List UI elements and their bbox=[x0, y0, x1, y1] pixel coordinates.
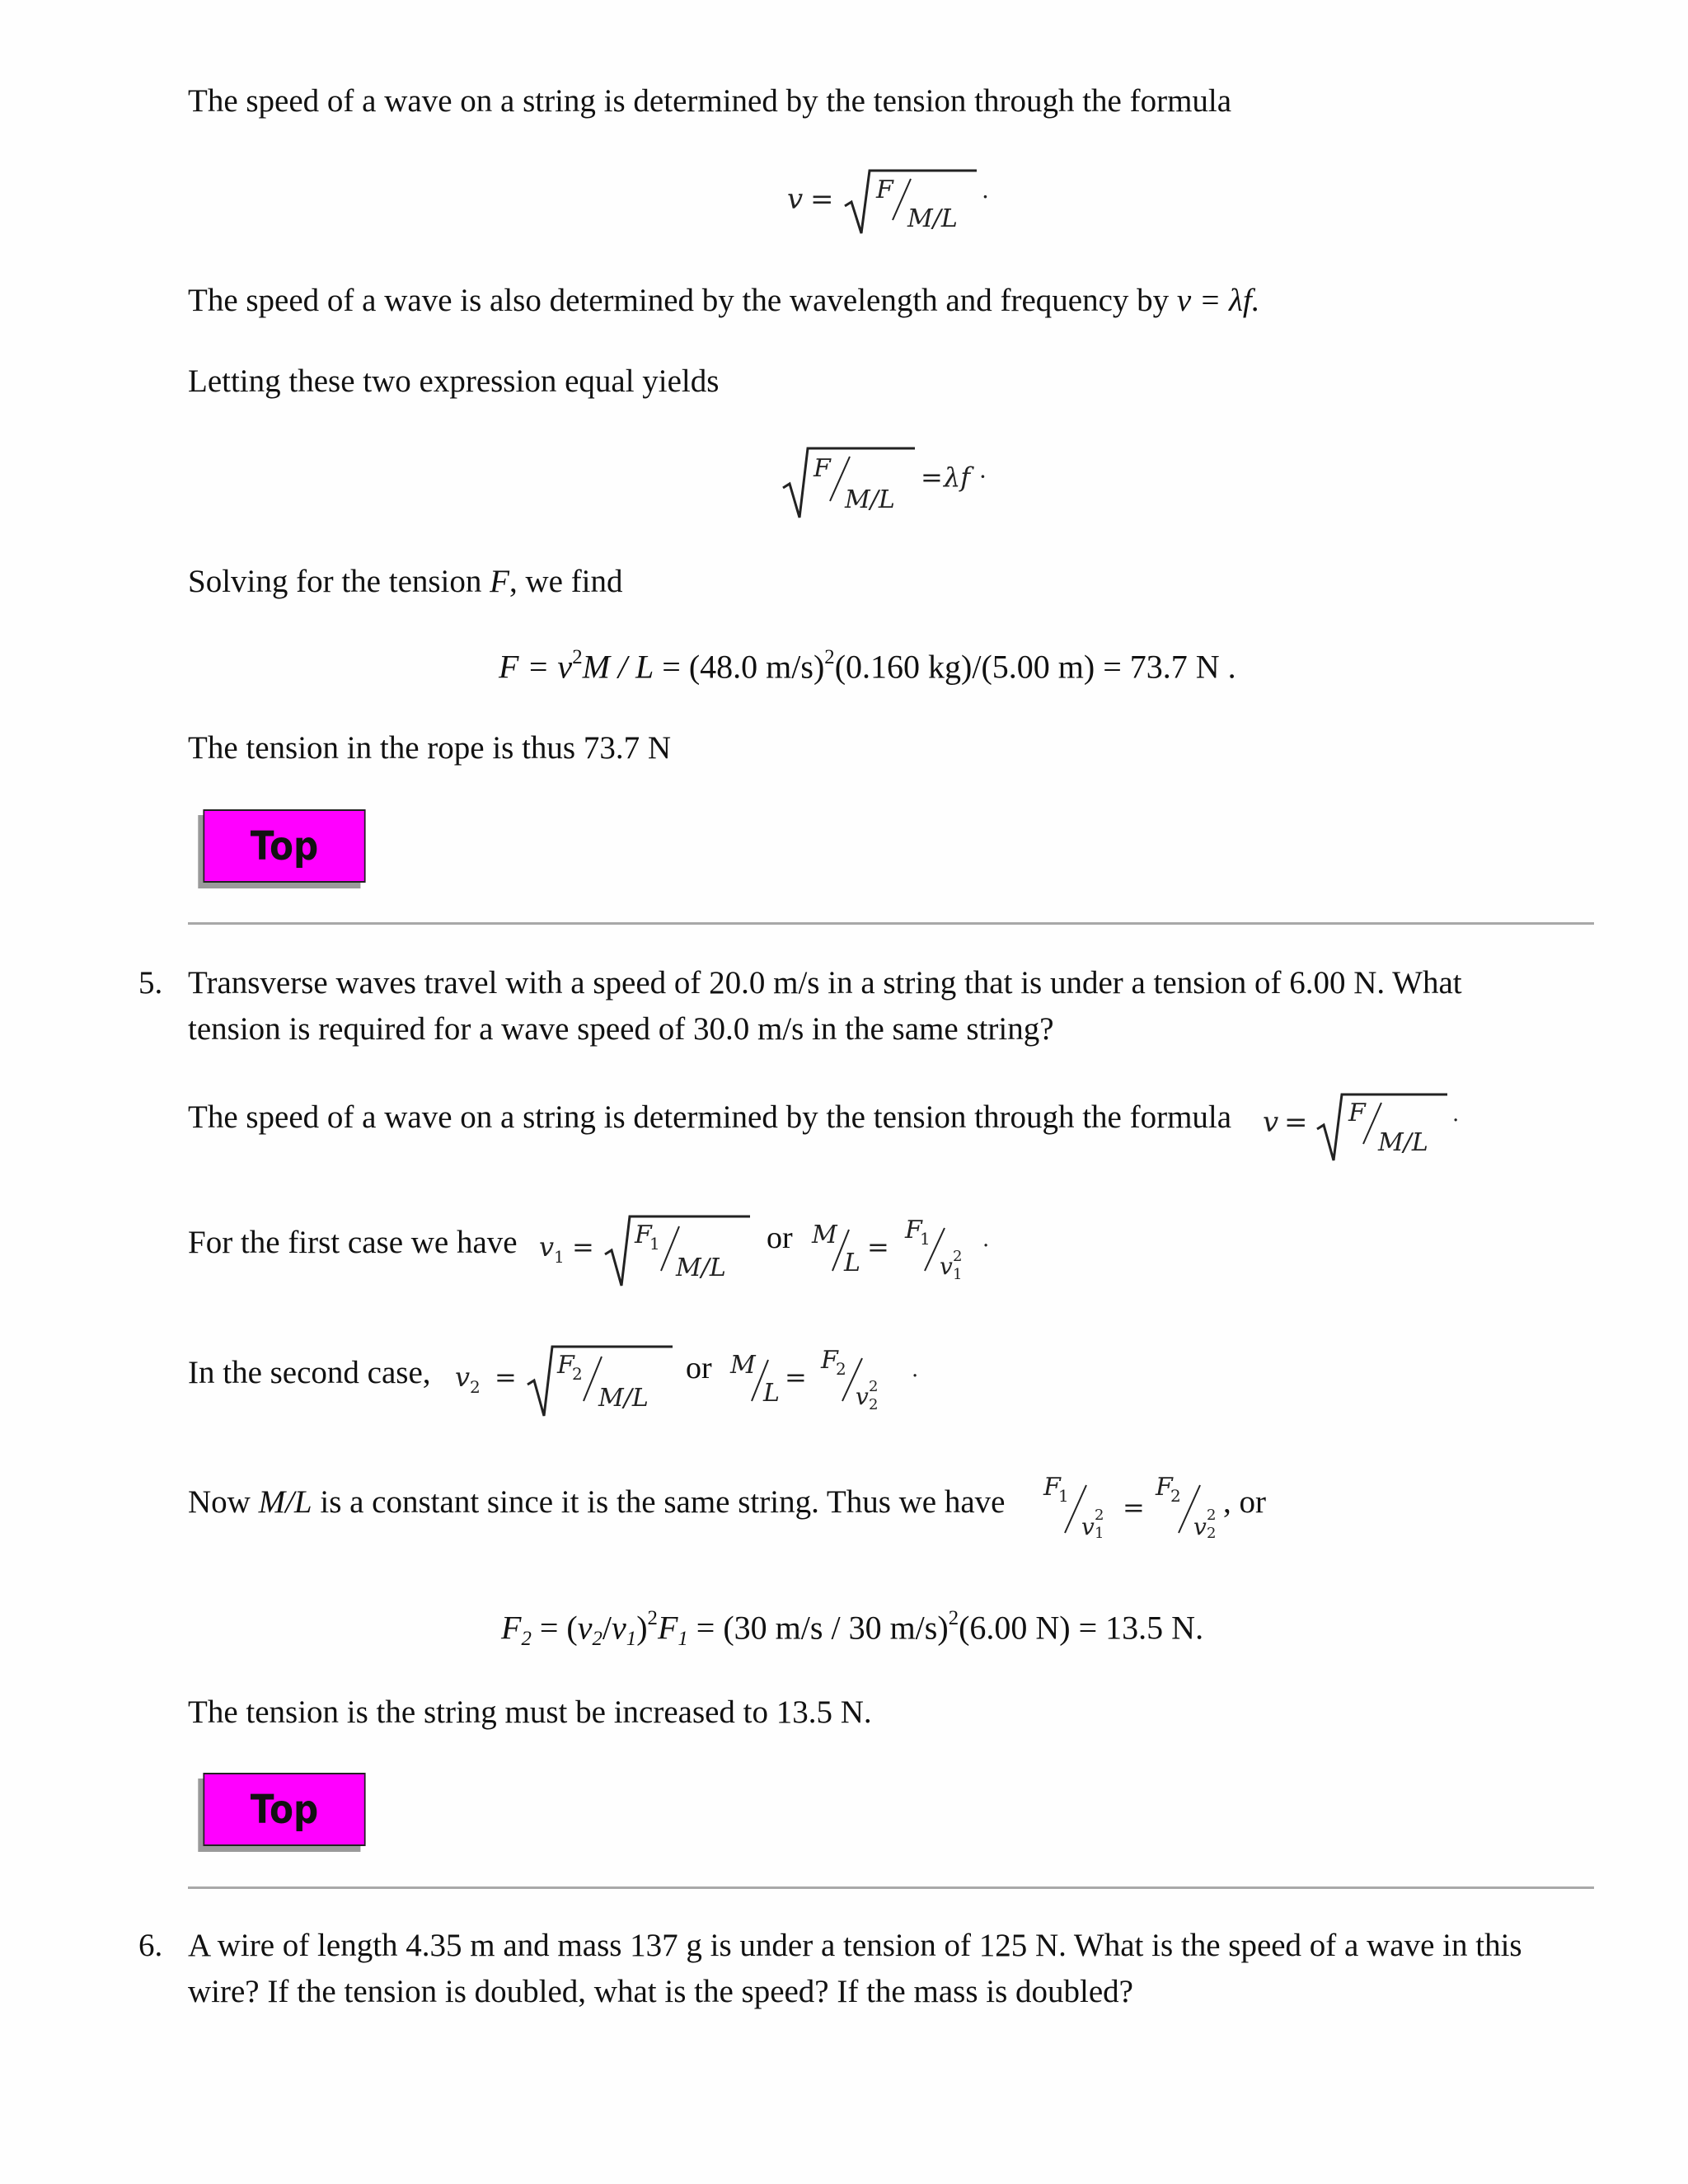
svg-text:M/L: M/L bbox=[845, 485, 895, 514]
svg-text:F: F bbox=[1156, 1473, 1173, 1502]
svg-text:·: · bbox=[982, 1234, 990, 1258]
svg-text:F: F bbox=[1348, 1099, 1366, 1127]
divider bbox=[188, 922, 1594, 925]
svg-text:=: = bbox=[572, 1231, 594, 1263]
svg-text:λf: λf bbox=[944, 462, 971, 493]
equation-f2-result: $F_2 = (v_2/v_1)^2F_1 = (30$ m/s / 30 m/s)$^2$(6.00 N) = 13.5 N. bbox=[501, 1607, 1204, 1650]
divider bbox=[188, 1886, 1594, 1889]
svg-text:v: v bbox=[1081, 1513, 1095, 1540]
equation-part: F = v bbox=[499, 648, 573, 686]
svg-text:·: · bbox=[912, 1364, 919, 1389]
svg-text:2: 2 bbox=[869, 1396, 879, 1413]
svg-text:=: = bbox=[810, 183, 834, 216]
paragraph-second-case: In the second case, bbox=[188, 1355, 431, 1390]
equation-part: (0.160 kg)/(5.00 m) = 73.7 N . bbox=[834, 648, 1236, 686]
svg-text:v: v bbox=[1263, 1106, 1279, 1139]
paragraph-first-case: For the first case we have bbox=[188, 1225, 518, 1260]
equation-first-case bbox=[537, 1205, 1015, 1296]
svg-text:=: = bbox=[867, 1231, 889, 1263]
svg-text:1: 1 bbox=[953, 1266, 963, 1283]
problem-number: 6. bbox=[138, 1928, 163, 1963]
svg-text:M/L: M/L bbox=[907, 204, 958, 233]
svg-text:M/L: M/L bbox=[676, 1254, 726, 1282]
paragraph-text: is a constant since it is the same string. Thus we have bbox=[312, 1484, 1006, 1520]
svg-text:=: = bbox=[1123, 1492, 1145, 1523]
svg-text:M/L: M/L bbox=[598, 1384, 649, 1413]
svg-text:F: F bbox=[814, 454, 831, 483]
equation-part: = (30 m/s / 30 m/s) bbox=[696, 1609, 949, 1647]
svg-text:v: v bbox=[940, 1253, 953, 1280]
equation-ratio bbox=[1040, 1459, 1312, 1549]
paragraph-text: Now bbox=[188, 1484, 259, 1520]
paragraph-wavelength-frequency bbox=[188, 282, 1260, 319]
svg-text:v: v bbox=[539, 1231, 555, 1263]
svg-text:v: v bbox=[455, 1361, 471, 1393]
problem-6-line-1: A wire of length 4.35 m and mass 137 g is under a tension of 125 N. What is the speed of a wave in this bbox=[188, 1928, 1522, 1963]
paragraph-constant-ml bbox=[188, 1483, 1005, 1521]
svg-text:2: 2 bbox=[953, 1248, 963, 1265]
svg-text:=: = bbox=[921, 462, 943, 493]
svg-text:2: 2 bbox=[869, 1378, 879, 1395]
variable-f: F bbox=[490, 564, 509, 599]
svg-text:.: . bbox=[982, 176, 989, 204]
paragraph-tension-increase: The tension is the string must be increased to 13.5 N. bbox=[188, 1694, 872, 1730]
paragraph-solve-tension bbox=[188, 563, 623, 600]
equation-wave-speed-inline bbox=[1263, 1086, 1461, 1169]
svg-text:=: = bbox=[495, 1361, 517, 1393]
svg-text:F: F bbox=[635, 1221, 652, 1249]
top-button[interactable]: Top bbox=[203, 809, 365, 883]
svg-text:2: 2 bbox=[1207, 1525, 1217, 1542]
svg-text:v: v bbox=[787, 183, 804, 216]
svg-text:1: 1 bbox=[1058, 1486, 1069, 1506]
svg-text:F: F bbox=[905, 1216, 922, 1244]
svg-text:F: F bbox=[1043, 1473, 1061, 1502]
svg-text:.: . bbox=[1452, 1102, 1460, 1127]
paragraph-text: Solving for the tension bbox=[188, 564, 490, 599]
svg-text:v: v bbox=[856, 1383, 869, 1410]
equation-equate bbox=[779, 437, 1026, 527]
variable-ml: M/L bbox=[258, 1484, 312, 1520]
svg-text:·: · bbox=[979, 463, 987, 490]
svg-text:2: 2 bbox=[1170, 1486, 1181, 1506]
svg-text:M: M bbox=[812, 1221, 837, 1249]
svg-text:2: 2 bbox=[572, 1364, 583, 1384]
svg-text:F: F bbox=[821, 1346, 838, 1375]
paragraph-text: , we find bbox=[509, 564, 623, 599]
equation-wave-speed bbox=[787, 161, 1001, 243]
paragraph-tension-conclusion: The tension in the rope is thus 73.7 N bbox=[188, 730, 672, 766]
svg-text:2: 2 bbox=[1207, 1507, 1217, 1524]
or-text: or bbox=[686, 1351, 712, 1385]
svg-text:v: v bbox=[1193, 1513, 1207, 1540]
equation-part: (6.00 N) = 13.5 N. bbox=[959, 1609, 1204, 1647]
svg-text:M/L: M/L bbox=[1378, 1128, 1428, 1157]
svg-text:=: = bbox=[785, 1361, 807, 1393]
svg-text:F: F bbox=[876, 176, 893, 204]
or-text: or bbox=[767, 1221, 793, 1255]
svg-text:1: 1 bbox=[1095, 1525, 1104, 1542]
problem-number: 5. bbox=[138, 965, 163, 1001]
svg-text:1: 1 bbox=[920, 1229, 931, 1249]
svg-text:1: 1 bbox=[649, 1234, 660, 1254]
equation-part: = (48.0 m/s) bbox=[654, 648, 825, 686]
paragraph-formula-intro: The speed of a wave on a string is determined by the tension through the formula bbox=[188, 1099, 1232, 1135]
problem-5-line-1: Transverse waves travel with a speed of 20.0 m/s in a string that is under a tension of 6.00 N. What bbox=[188, 965, 1462, 1001]
paragraph-formula-intro: The speed of a wave on a string is determined by the tension through the formula bbox=[188, 83, 1232, 119]
inline-equation: v = λf. bbox=[1176, 283, 1260, 318]
svg-text:1: 1 bbox=[554, 1247, 565, 1267]
problem-5-line-2: tension is required for a wave speed of 30.0 m/s in the same string? bbox=[188, 1011, 1054, 1047]
problem-6-line-2: wire? If the tension is doubled, what is the speed? If the mass is doubled? bbox=[188, 1974, 1133, 2009]
svg-text:L: L bbox=[844, 1249, 860, 1277]
equation-second-case bbox=[453, 1335, 948, 1426]
paragraph-text: The speed of a wave is also determined by the wavelength and frequency by bbox=[188, 283, 1177, 318]
svg-text:2: 2 bbox=[470, 1377, 481, 1397]
paragraph-equate: Letting these two expression equal yields bbox=[188, 363, 720, 399]
equation-part: M / L bbox=[582, 648, 654, 686]
svg-text:M: M bbox=[730, 1351, 756, 1380]
top-button[interactable]: Top bbox=[203, 1773, 365, 1846]
or-text: , or bbox=[1223, 1484, 1266, 1520]
equation-tension-result: $F = v^2M / L = (48.0$ m/s)$^2$(0.160 kg)/(5.00 m) = 73.7 N . bbox=[499, 646, 1236, 686]
svg-text:2: 2 bbox=[1095, 1507, 1104, 1524]
svg-text:2: 2 bbox=[836, 1359, 846, 1379]
svg-text:F: F bbox=[557, 1351, 574, 1380]
svg-text:L: L bbox=[763, 1379, 780, 1408]
svg-text:=: = bbox=[1284, 1106, 1308, 1139]
